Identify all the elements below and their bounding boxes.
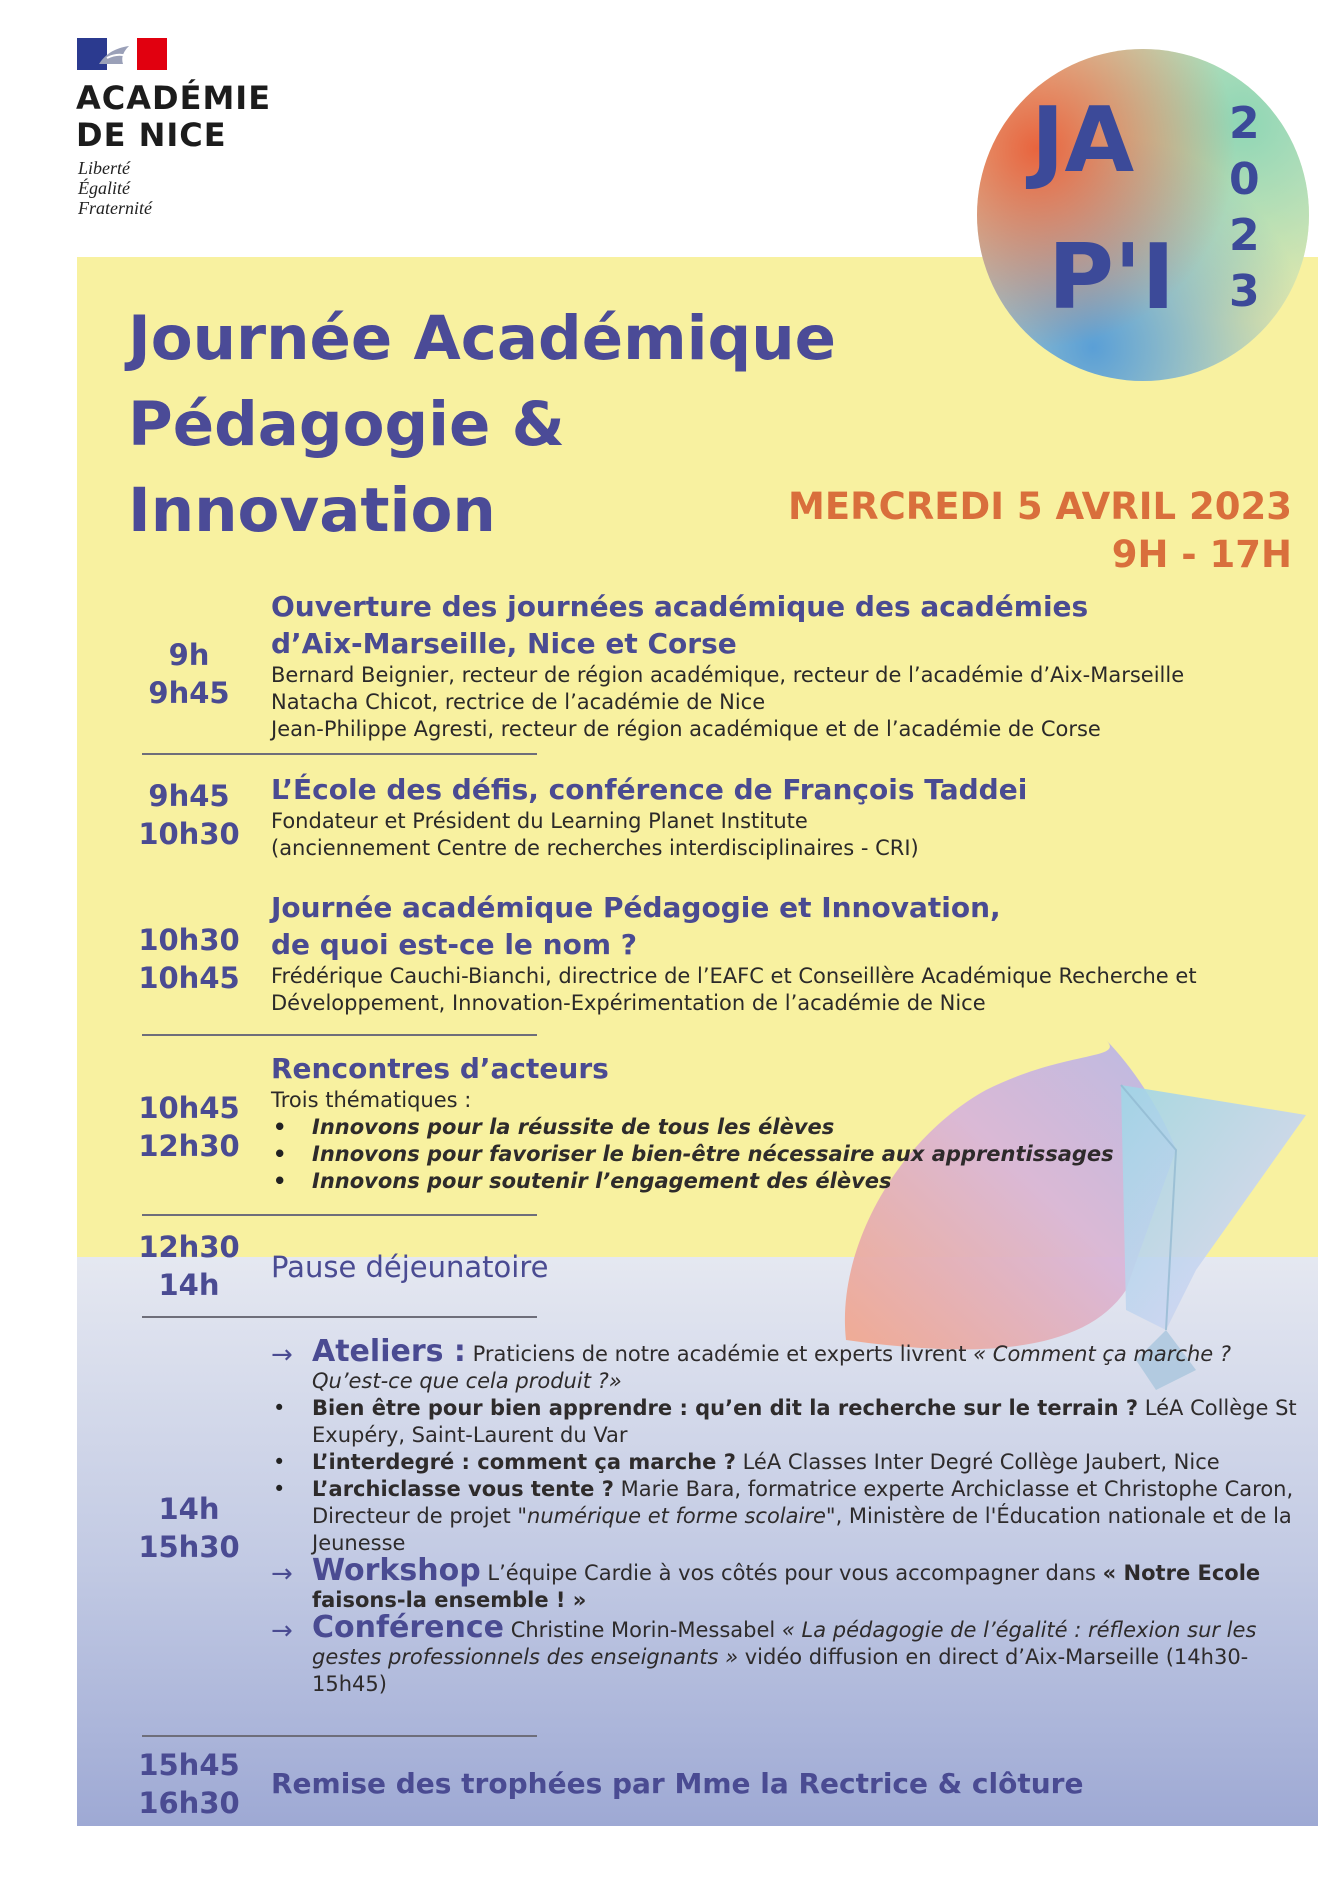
time-range-s3: 10h30 10h45: [138, 923, 240, 995]
japi-2023-badge: [976, 48, 1310, 382]
arrow-right-icon: →: [271, 1616, 293, 1646]
badge-pi-text: P'I: [1048, 225, 1176, 330]
divider: [142, 1316, 537, 1318]
badge-year-digit: 3: [1229, 266, 1260, 317]
session-opening: Ouverture des journées académique des académies d’Aix-Marseille, Nice et Corse Bernard Beignier, recteur de région académique, recteur de l’académie d’Aix-Marseille Natacha Chicot, rectrice de l’académie de Nice Jean-Philippe Agresti, recteur de région académique et de l’académie de Corse: [271, 588, 1301, 743]
badge-year-digit: 2: [1229, 210, 1260, 261]
arrow-right-icon: →: [271, 1340, 293, 1370]
session-japi-presentation: Journée académique Pédagogie et Innovation, de quoi est-ce le nom ? Frédérique Cauchi-Bianchi, directrice de l’EAFC et Conseillère Académique Recherche et Développement, Innovation-Expérimentation de l’académie de Nice: [271, 889, 1301, 1017]
session-rencontres: Rencontres d’acteurs Trois thématiques : • Innovons pour la réussite de tous les élèves • Innovons pour favoriser le bien-être nécessaire aux apprentissages • Innovons pour soutenir l’engagement des élèves: [271, 1050, 1301, 1195]
themes-list: [271, 1114, 1301, 1195]
time-range-s1: 9h 9h45: [148, 638, 230, 710]
badge-year-digit: 2: [1229, 98, 1260, 149]
ateliers-list: [271, 1395, 1301, 1557]
session-title: Ouverture des journées académique des académies d’Aix-Marseille, Nice et Corse: [271, 590, 1089, 660]
list-item: • Innovons pour la réussite de tous les élèves: [271, 1114, 1301, 1141]
time-range-s2: 9h45 10h30: [138, 779, 240, 851]
divider: [142, 1735, 537, 1737]
list-item: • Innovons pour soutenir l’engagement des élèves: [271, 1168, 1301, 1195]
time-range-s7: 15h45 16h30: [138, 1748, 240, 1820]
list-item: • Bien être pour bien apprendre : qu’en dit la recherche sur le terrain ? LéA Collège St Exupéry, Saint-Laurent du Var: [271, 1395, 1301, 1449]
session-afternoon: [271, 1334, 1301, 1698]
list-item: • L’interdegré : comment ça marche ? LéA Classes Inter Degré Collège Jaubert, Nice: [271, 1449, 1301, 1476]
session-title: Journée académique Pédagogie et Innovation, de quoi est-ce le nom ?: [271, 891, 1001, 961]
arrow-right-icon: →: [271, 1559, 293, 1589]
list-item: • Innovons pour favoriser le bien-être nécessaire aux apprentissages: [271, 1141, 1301, 1168]
session-lunch: Pause déjeunatoire: [271, 1250, 549, 1284]
divider: [142, 1034, 537, 1036]
time-range-s4: 10h45 12h30: [138, 1091, 240, 1163]
page-title: Journée Académique Pédagogie & Innovation: [128, 303, 837, 546]
session-title: L’École des défis, conférence de François Taddei: [271, 773, 1028, 806]
republic-motto: Liberté Égalité Fraternité: [78, 158, 152, 218]
time-range-s6: 14h 15h30: [138, 1492, 240, 1564]
divider: [142, 1214, 537, 1216]
list-item: • L’archiclasse vous tente ? Marie Bara, formatrice experte Archiclasse et Christophe Caron, Directeur de projet "numérique et forme scolaire", Ministère de l'Éducation nationale et de la Jeunesse: [271, 1476, 1301, 1557]
session-closing: Remise des trophées par Mme la Rectrice & clôture: [271, 1767, 1084, 1800]
institution-name: ACADÉMIE DE NICE: [76, 79, 272, 154]
marianne-flag-icon: [77, 38, 167, 70]
time-range-s5: 12h30 14h: [138, 1230, 240, 1302]
workshop-item: → Workshop L’équipe Cardie à vos côtés pour vous accompagner dans « Notre Ecole faisons-la ensemble ! »: [271, 1553, 1261, 1612]
badge-year-digit: 0: [1229, 154, 1260, 205]
session-conference-taddei: L’École des défis, conférence de François Taddei Fondateur et Président du Learning Planet Institute (anciennement Centre de recherches interdisciplinaires - CRI): [271, 771, 1301, 862]
event-date: MERCREDI 5 AVRIL 2023 9H - 17H: [788, 485, 1292, 576]
session-title: Rencontres d’acteurs: [271, 1052, 609, 1085]
badge-ja-text: JA: [1031, 88, 1135, 193]
conference-item: → Conférence Christine Morin-Messabel « La pédagogie de l’égalité : réflexion sur les gestes professionnels des enseignants » vidéo diffusion en direct d’Aix-Marseille (14h30-15h45): [271, 1610, 1257, 1696]
ateliers-item: → Ateliers : Praticiens de notre académie et experts livrent « Comment ça marche ? Qu’est-ce que cela produit ?»: [271, 1334, 1232, 1393]
divider: [142, 753, 537, 755]
